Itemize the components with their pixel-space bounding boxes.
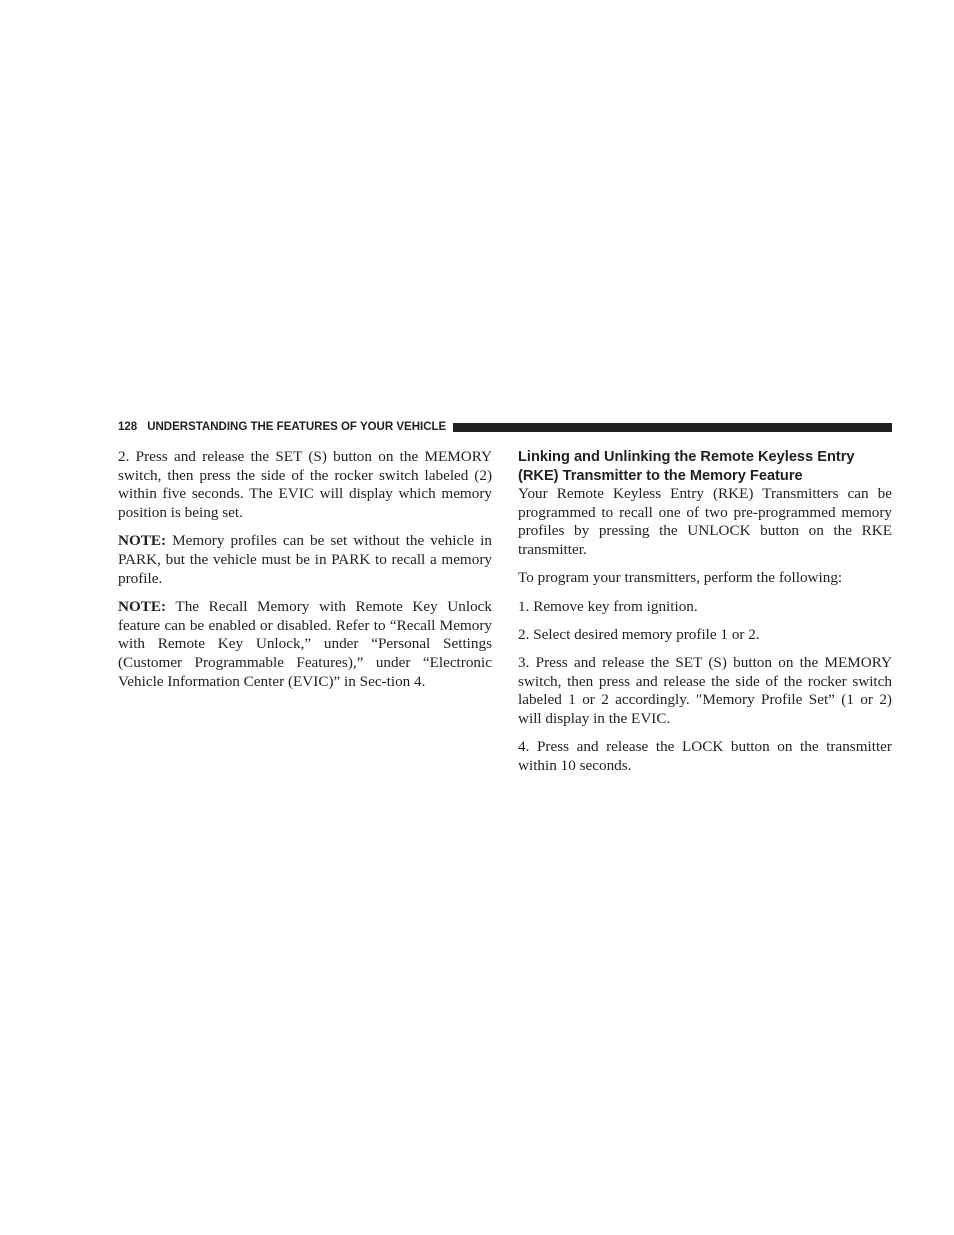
rke-section-heading: Linking and Unlinking the Remote Keyless Entry (RKE) Transmitter to the Memory Feature bbox=[518, 449, 855, 484]
note-memory-profiles bbox=[118, 532, 492, 588]
note-label: NOTE: bbox=[118, 597, 167, 615]
rke-intro-paragraph: Your Remote Keyless Entry (RKE) Transmitters can be programmed to recall one of two pre-programmed memory profiles by pressing the UNLOCK button on the RKE transmitter. bbox=[518, 485, 892, 559]
note-recall-memory bbox=[118, 598, 492, 692]
note-label: NOTE: bbox=[118, 532, 167, 550]
header-rule bbox=[453, 423, 892, 432]
page-number: 128 bbox=[118, 421, 138, 433]
step-item: 4. Press and release the LOCK button on the transmitter within 10 seconds. bbox=[518, 738, 892, 774]
step-item: 3. Press and release the SET (S) button on the MEMORY switch, then press and release the side of the rocker switch labeled 1 or 2 accordingly. ″Memory Profile Set” (1 or 2) will display in the EVIC. bbox=[518, 653, 892, 728]
step-item: 1. Remove key from ignition. bbox=[518, 597, 698, 615]
note-text: The Recall Memory with Remote Key Unlock feature can be enabled or disabled. Refer to “Recall Memory with Remote Key Unlock,” under “Personal Settings (Customer Programmable Features),” under “Electronic Vehicle Information Center (EVIC)” in Sec-tion 4. bbox=[118, 597, 492, 690]
section-title: UNDERSTANDING THE FEATURES OF YOUR VEHICLE bbox=[147, 421, 447, 433]
step-2-paragraph: 2. Press and release the SET (S) button on the MEMORY switch, then press the side of the rocker switch labeled (2) within five seconds. The EVIC will display which memory position is being set. bbox=[118, 448, 492, 522]
left-column bbox=[118, 448, 492, 701]
right-column bbox=[518, 448, 892, 785]
note-text: Memory profiles can be set without the vehicle in PARK, but the vehicle must be in PARK to recall a memory profile. bbox=[118, 532, 492, 587]
step-item: 2. Select desired memory profile 1 or 2. bbox=[518, 625, 760, 643]
program-intro-paragraph: To program your transmitters, perform the following: bbox=[518, 569, 843, 587]
page-header bbox=[118, 419, 892, 435]
